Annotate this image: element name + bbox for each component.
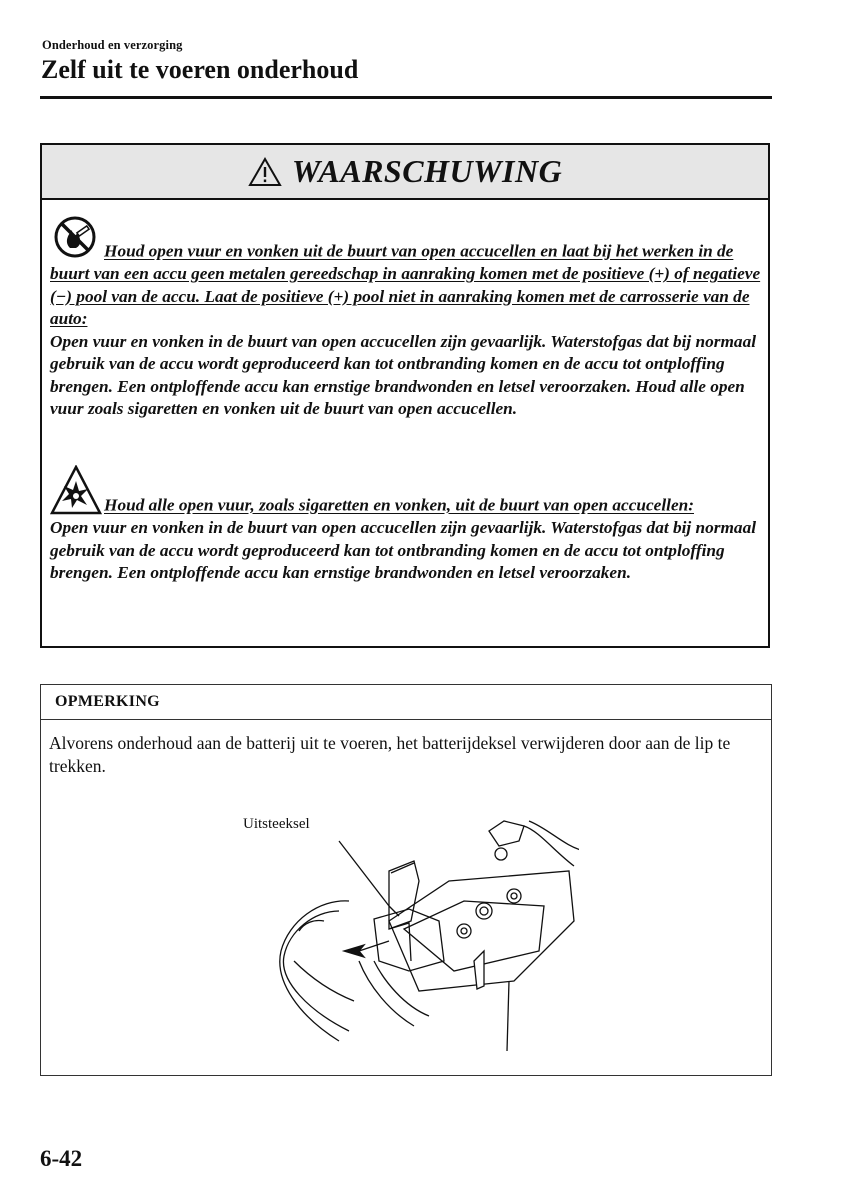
illustration-callout-label: Uitsteeksel bbox=[243, 816, 310, 832]
page-number: 6-42 bbox=[40, 1146, 83, 1171]
warning-block-explosion bbox=[50, 465, 762, 585]
explosion-warning-icon bbox=[50, 465, 102, 517]
page-title: Zelf uit te voeren onderhoud bbox=[41, 55, 359, 84]
warning-block-flame-heading: Houd open vuur en vonken uit de buurt van open accucellen en laat bij het werken in de buurt van een accu geen metalen gereedschap in aanraking komen met de positieve (+) of negatieve (−) pool van de accu. Laat de positieve (+) pool niet in aanraking komen met de carrosserie van de auto: bbox=[50, 241, 761, 328]
no-open-flame-icon bbox=[50, 215, 102, 263]
note-header: OPMERKING bbox=[41, 685, 771, 720]
title-divider bbox=[40, 96, 772, 99]
note-box bbox=[40, 684, 772, 1076]
warning-block-flame bbox=[50, 215, 762, 421]
warning-title: WAARSCHUWING bbox=[291, 153, 563, 189]
warning-triangle-icon bbox=[248, 157, 282, 187]
warning-block-flame-body: Open vuur en vonken in de buurt van open accucellen zijn gevaarlijk. Waterstofgas dat bij normaal gebruik van de accu wordt geproduceerd kan tot ontbranding komen en de accu tot ontploffing brengen. Een ontploffende accu kan ernstige brandwonden en letsel veroorzaken. Houd alle open vuur zoals sigaretten en vonken uit de buurt van open accucellen. bbox=[50, 331, 757, 418]
warning-block-explosion-heading: Houd alle open vuur, zoals sigaretten en vonken, uit de buurt van open accucellen: bbox=[104, 495, 694, 515]
warning-header bbox=[42, 145, 768, 200]
warning-box bbox=[40, 143, 770, 648]
note-text: Alvorens onderhoud aan de batterij uit te voeren, het batterijdeksel verwijderen door aan de lip te trekken. bbox=[49, 733, 731, 776]
battery-cover-illustration bbox=[239, 811, 579, 1061]
section-label: Onderhoud en verzorging bbox=[42, 38, 183, 52]
warning-block-explosion-body: Open vuur en vonken in de buurt van open accucellen zijn gevaarlijk. Waterstofgas dat bij normaal gebruik van de accu wordt geproduceerd kan tot ontbranding komen en de accu tot ontploffing brengen. Een ontploffende accu kan ernstige brandwonden en letsel veroorzaken. bbox=[50, 518, 757, 582]
